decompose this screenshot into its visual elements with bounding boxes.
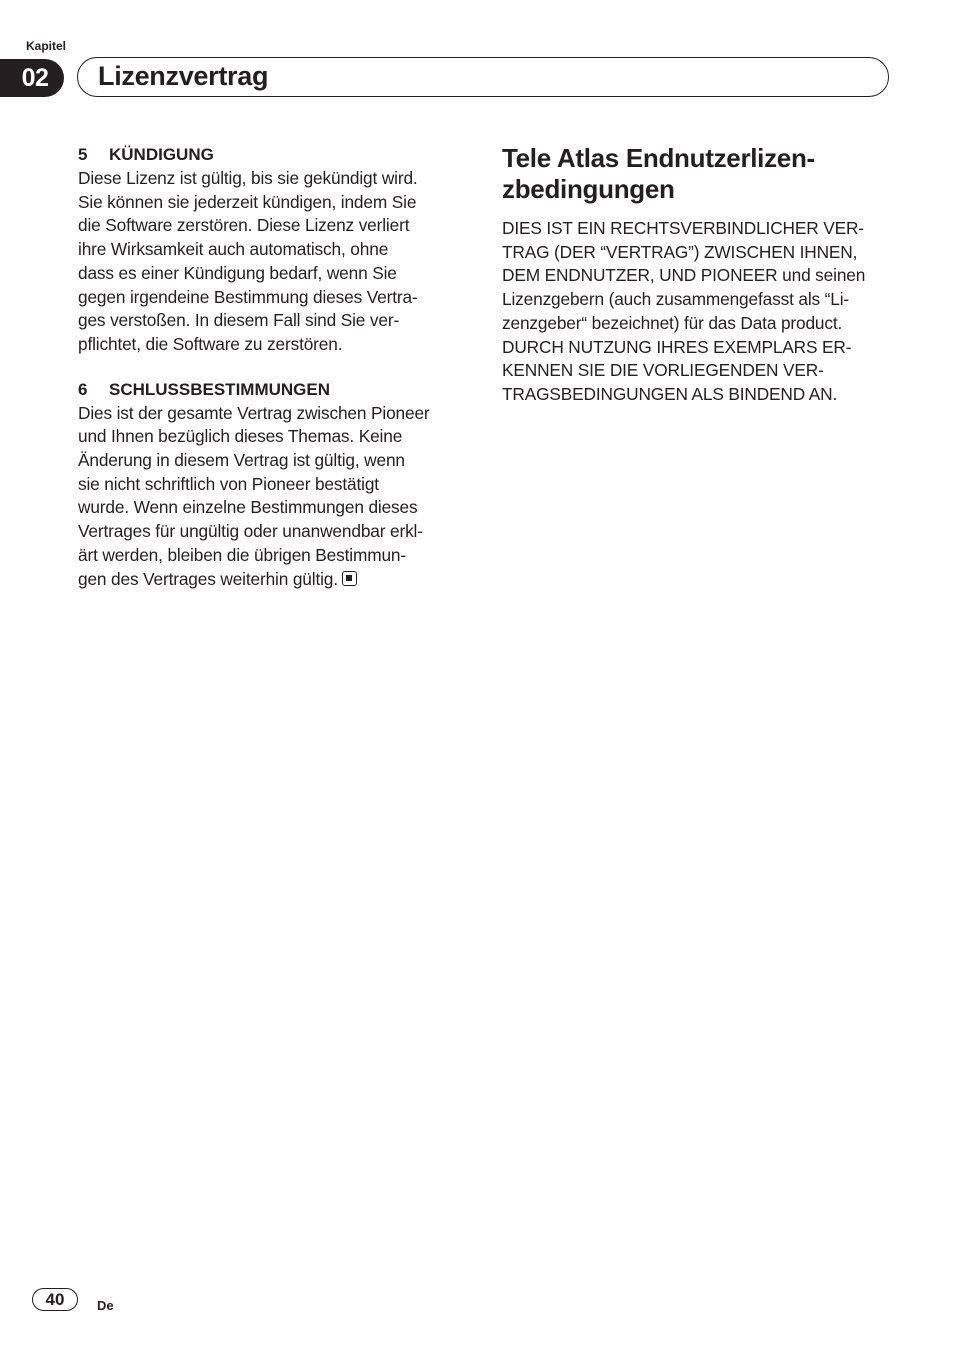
section-body xyxy=(78,167,470,357)
text-line: wurde. Wenn einzelne Bestimmungen dieses xyxy=(78,497,418,518)
section-schlussbestimmungen xyxy=(78,378,470,592)
text-line: dass es einer Kündigung bedarf, wenn Sie xyxy=(78,262,397,283)
text-line: sie nicht schriftlich von Pioneer bestätigt xyxy=(78,473,379,494)
end-of-section-icon xyxy=(342,571,357,586)
section-number: 5 xyxy=(78,145,88,164)
heading-line: Tele Atlas Endnutzerlizen- xyxy=(502,143,815,173)
text-line: gen des Vertrages weiterhin gültig. xyxy=(78,568,338,589)
text-line: DURCH NUTZUNG IHRES EXEMPLARS ER- xyxy=(502,336,852,357)
section-body xyxy=(78,402,470,592)
text-line: TRAGSBEDINGUNGEN ALS BINDEND AN. xyxy=(502,383,838,404)
text-line: zenzgeber“ bezeichnet) für das Data product. xyxy=(502,312,843,333)
text-line: Diese Lizenz ist gültig, bis sie gekündigt wird. xyxy=(78,168,418,188)
page-number: 40 xyxy=(32,1288,78,1311)
section-title: KÜNDIGUNG xyxy=(109,145,214,164)
text-line: und Ihnen bezüglich dieses Themas. Keine xyxy=(78,426,403,447)
text-line: Sie können sie jederzeit kündigen, indem Sie xyxy=(78,191,417,212)
text-line: gegen irgendeine Bestimmung dieses Vertra- xyxy=(78,286,418,307)
text-line: ges verstoßen. In diesem Fall sind Sie ver- xyxy=(78,310,400,331)
text-line: ärt werden, bleiben die übrigen Bestimmun- xyxy=(78,544,406,565)
text-line: Vertrages für ungültig oder unanwendbar erkl- xyxy=(78,521,423,542)
language-label: De xyxy=(97,1298,114,1313)
text-line: DEM ENDNUTZER, UND PIONEER und seinen xyxy=(502,265,866,286)
chapter-title: Lizenzvertrag xyxy=(98,61,269,91)
kapitel-label: Kapitel xyxy=(26,39,67,53)
chapter-number-badge: 02 xyxy=(0,59,64,97)
text-line: ihre Wirksamkeit auch automatisch, ohne xyxy=(78,239,389,260)
section-heading xyxy=(78,143,470,167)
text-line: DIES IST EIN RECHTSVERBINDLICHER VER- xyxy=(502,218,864,238)
text-line: TRAG (DER “VERTRAG”) ZWISCHEN IHNEN, xyxy=(502,241,858,262)
left-column xyxy=(78,143,470,591)
text-line: KENNEN SIE DIE VORLIEGENDEN VER- xyxy=(502,360,824,381)
section-kuendigung xyxy=(78,143,470,357)
section-number: 6 xyxy=(78,379,88,399)
text-line: die Software zerstören. Diese Lizenz verliert xyxy=(78,215,410,236)
text-line: Lizenzgebern (auch zusammengefasst als “Li- xyxy=(502,289,850,310)
right-column xyxy=(502,143,894,407)
section-title: SCHLUSSBESTIMMUNGEN xyxy=(109,379,331,399)
heading-line: zbedingungen xyxy=(502,174,675,204)
section-heading xyxy=(78,378,470,402)
section-heading-tele-atlas xyxy=(502,143,894,205)
text-line: Änderung in diesem Vertrag ist gültig, wenn xyxy=(78,450,405,471)
text-line: pflichtet, die Software zu zerstören. xyxy=(78,333,343,354)
section-body xyxy=(502,217,894,407)
chapter-title-box xyxy=(77,57,889,97)
text-line: Dies ist der gesamte Vertrag zwischen Pioneer xyxy=(78,402,430,423)
